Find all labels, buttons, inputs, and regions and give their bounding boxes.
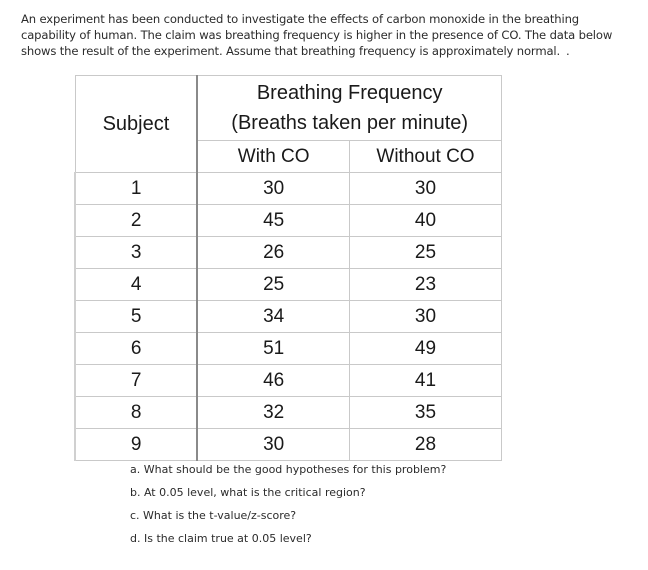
without-co-cell: 30 <box>350 173 502 205</box>
table-row <box>75 173 502 205</box>
table-row <box>75 269 502 301</box>
question-b: b. At 0.05 level, what is the critical region? <box>130 486 366 499</box>
table-row <box>75 237 502 269</box>
without-co-cell: 28 <box>350 429 502 461</box>
trailing-mark: . <box>566 44 570 58</box>
subject-cell: 2 <box>75 205 197 237</box>
subject-cell: 1 <box>75 173 197 205</box>
question-a: a. What should be the good hypotheses for this problem? <box>130 463 447 476</box>
with-co-column-header: With CO <box>197 141 349 173</box>
question-list <box>130 462 446 554</box>
table-body <box>75 76 502 461</box>
problem-statement-line-2: capability of human. The claim was breathing frequency is higher in the presence of CO. The data below <box>21 28 613 42</box>
breathing-frequency-header-unit: (Breaths taken per minute) <box>231 112 469 134</box>
subject-cell: 5 <box>75 301 197 333</box>
table-row <box>75 333 502 365</box>
table-row <box>75 301 502 333</box>
subject-cell: 7 <box>75 365 197 397</box>
table-header-row <box>75 76 502 141</box>
with-co-cell: 51 <box>197 333 349 365</box>
subject-cell: 3 <box>75 237 197 269</box>
without-co-cell: 30 <box>350 301 502 333</box>
with-co-cell: 25 <box>197 269 349 301</box>
without-co-column-header: Without CO <box>350 141 502 173</box>
table-row <box>75 205 502 237</box>
without-co-cell: 25 <box>350 237 502 269</box>
problem-statement-line-1: An experiment has been conducted to investigate the effects of carbon monoxide in the breathing <box>21 12 579 26</box>
subject-cell: 8 <box>75 397 197 429</box>
with-co-cell: 45 <box>197 205 349 237</box>
breathing-frequency-table <box>74 75 502 461</box>
with-co-cell: 26 <box>197 237 349 269</box>
subject-column-header: Subject <box>75 76 197 173</box>
table-row <box>75 365 502 397</box>
without-co-cell: 40 <box>350 205 502 237</box>
without-co-cell: 41 <box>350 365 502 397</box>
with-co-cell: 46 <box>197 365 349 397</box>
with-co-cell: 32 <box>197 397 349 429</box>
breathing-frequency-header-title: Breathing Frequency <box>256 82 443 104</box>
problem-statement-line-3-text: shows the result of the experiment. Assume that breathing frequency is approximately normal. <box>21 44 561 58</box>
without-co-cell: 23 <box>350 269 502 301</box>
subject-cell: 4 <box>75 269 197 301</box>
problem-statement <box>21 11 631 59</box>
question-d: d. Is the claim true at 0.05 level? <box>130 532 312 545</box>
question-c: c. What is the t-value/z-score? <box>130 509 297 522</box>
table-row <box>75 397 502 429</box>
subject-cell: 9 <box>75 429 197 461</box>
with-co-cell: 34 <box>197 301 349 333</box>
without-co-cell: 35 <box>350 397 502 429</box>
with-co-cell: 30 <box>197 429 349 461</box>
subject-cell: 6 <box>75 333 197 365</box>
with-co-cell: 30 <box>197 173 349 205</box>
without-co-cell: 49 <box>350 333 502 365</box>
problem-statement-line-3 <box>21 43 631 59</box>
breathing-frequency-header <box>197 76 501 141</box>
table-row <box>75 429 502 461</box>
